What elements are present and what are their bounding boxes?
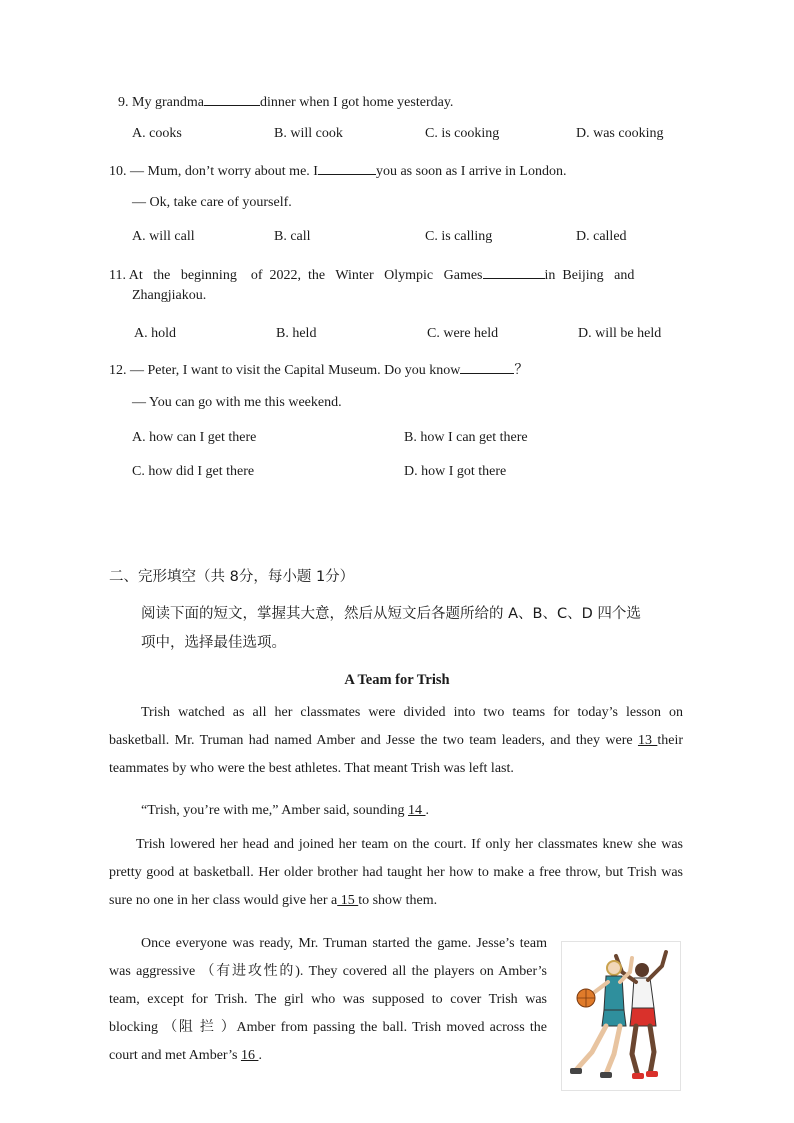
- section-instruction-line2: 项中，选择最佳选项。: [141, 635, 286, 651]
- q11-option-c[interactable]: C. were held: [427, 326, 499, 341]
- question-9-stem: 9. My grandma dinner when I got home yesterday.: [118, 91, 453, 111]
- passage-paragraph-1: Trish watched as all her classmates were divided into two teams for today’s lesson on basketball. Mr. Truman had named Amber and Jesse the two team leaders, and they were 13 their teammates by who were the best athletes. That meant Trish was left last.: [109, 705, 684, 776]
- q11-option-a[interactable]: A. hold: [134, 326, 176, 341]
- q10-option-b[interactable]: B. call: [274, 229, 311, 244]
- answer-blank-11[interactable]: [483, 264, 545, 279]
- question-12-reply: — You can go with me this weekend.: [132, 395, 342, 410]
- basketball-players-illustration: [561, 941, 681, 1091]
- answer-blank-10[interactable]: [318, 160, 376, 175]
- question-10-stem: 10. — Mum, don’t worry about me. I you as soon as I arrive in London.: [109, 160, 566, 180]
- section-heading: 二、完形填空（共 8分，每小题 1分）: [109, 569, 355, 585]
- q9-option-c[interactable]: C. is cooking: [425, 126, 500, 141]
- section-instruction-line1: 阅读下面的短文，掌握其大意，然后从短文后各题所给的 A、B、C、D 四个选: [141, 606, 641, 622]
- q12-option-d[interactable]: D. how I got there: [404, 464, 507, 479]
- passage-paragraph-3: Trish lowered her head and joined her team on the court. If only her classmates knew she was pretty good at basketball. Her older brother had taught her how to make a free throw, but Trish was sure no one in her class would give her a 15 to show them.: [109, 837, 683, 908]
- answer-blank-12[interactable]: [460, 359, 514, 374]
- question-12-stem: 12. — Peter, I want to visit the Capital Museum. Do you know ？: [109, 359, 528, 379]
- q9-option-a[interactable]: A. cooks: [132, 126, 182, 141]
- q10-option-d[interactable]: D. called: [576, 229, 627, 244]
- question-11-stem-cont: Zhangjiakou.: [132, 288, 207, 303]
- passage-title: A Team for Trish: [344, 672, 450, 688]
- basketball-players-icon: [562, 942, 680, 1090]
- q12-option-b[interactable]: B. how I can get there: [404, 430, 528, 445]
- answer-blank-14[interactable]: 14: [408, 803, 426, 818]
- q11-option-b[interactable]: B. held: [276, 326, 317, 341]
- q12-option-a[interactable]: A. how can I get there: [132, 430, 257, 445]
- answer-blank-9[interactable]: [204, 91, 260, 106]
- answer-blank-13[interactable]: 13: [637, 733, 658, 748]
- q9-option-d[interactable]: D. was cooking: [576, 126, 664, 141]
- answer-blank-16[interactable]: 16: [240, 1048, 259, 1063]
- question-11-stem: 11. At the beginning of 2022, the Winter Olympic Games in Beijing and: [109, 264, 634, 284]
- q10-option-a[interactable]: A. will call: [132, 229, 195, 244]
- q12-option-c[interactable]: C. how did I get there: [132, 464, 255, 479]
- answer-blank-15[interactable]: 15: [337, 893, 359, 908]
- question-10-reply: — Ok, take care of yourself.: [132, 195, 292, 210]
- q9-option-b[interactable]: B. will cook: [274, 126, 343, 141]
- q10-option-c[interactable]: C. is calling: [425, 229, 493, 244]
- passage-paragraph-2: “Trish, you’re with me,” Amber said, sounding 14 .: [141, 803, 430, 818]
- passage-paragraph-4: Once everyone was ready, Mr. Truman started the game. Jesse’s team was aggressive （有进攻性的). They covered all the players on Amber’s team, except for Trish. The girl who was supposed to cover Trish was blocking （阻 拦 ）Amber from passing the ball. Trish moved across the court and met Amber’s 16 .: [109, 936, 547, 1063]
- q11-option-d[interactable]: D. will be held: [578, 326, 662, 341]
